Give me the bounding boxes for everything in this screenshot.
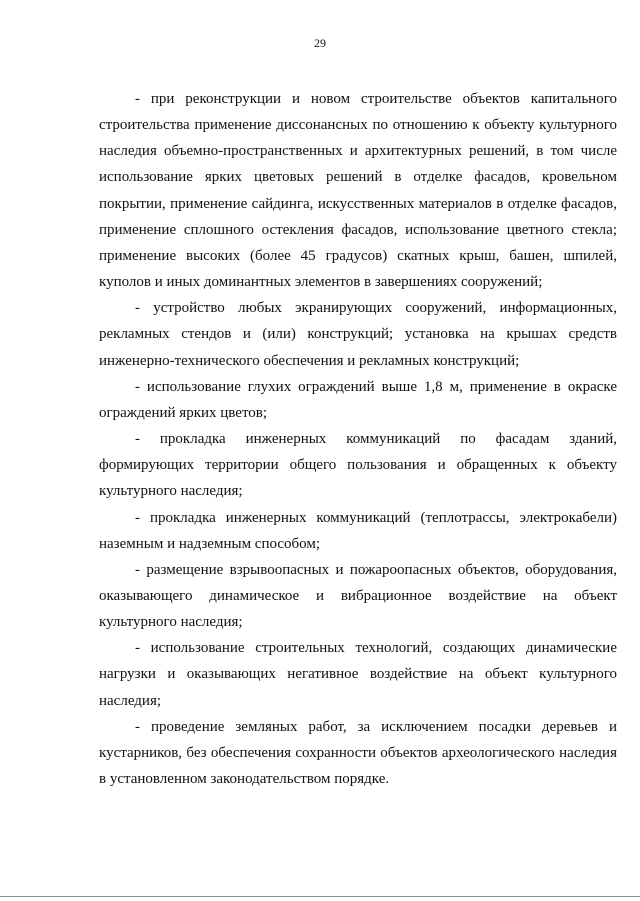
- page-number: 29: [314, 36, 326, 50]
- document-body: [99, 86, 617, 792]
- paragraph-earthworks: - проведение земляных работ, за исключением посадки деревьев и кустарников, без обеспечения сохранности объектов археологического наследия в установленном законодательством порядке.: [99, 718, 617, 788]
- paragraph-reconstruction-restrictions: - при реконструкции и новом строительстве объектов капитального строительства применение диссонансных по отношению к объекту культурного наследия объемно-пространственных и архитектурных решений, в том числе использование ярких цветовых решений в отделке фасадов, кровельном покрытии, применение сайдинга, искусственных материалов в отделке фасадов, применение сплошного остекления фасадов, использование цветного стекла; применение высоких (более 45 градусов) скатных крыш, башен, шпилей, куполов и иных доминантных элементов в завершениях сооружений;: [99, 91, 617, 291]
- paragraph-construction-technologies: - использование строительных технологий, создающих динамические нагрузки и оказывающих негативное воздействие на объект культурного наследия;: [99, 640, 617, 709]
- page-bottom-divider: [0, 896, 640, 897]
- paragraph-ground-utilities: - прокладка инженерных коммуникаций (теплотрассы, электрокабели) наземным и надземным способом;: [99, 509, 617, 552]
- paragraph-screening-structures: - устройство любых экранирующих сооружений, информационных, рекламных стендов и (или) конструкций; установка на крышах средств инженерно-технического обеспечения и рекламных конструкций;: [99, 300, 617, 369]
- paragraph-utilities-on-facades: - прокладка инженерных коммуникаций по фасадам зданий, формирующих территории общего пользования и обращенных к объекту культурного наследия;: [99, 431, 617, 500]
- paragraph-solid-fences: - использование глухих ограждений выше 1,8 м, применение в окраске ограждений ярких цветов;: [99, 378, 617, 421]
- paragraph-hazardous-objects: - размещение взрывоопасных и пожароопасных объектов, оборудования, оказывающего динамическое и вибрационное воздействие на объект культурного наследия;: [99, 561, 617, 631]
